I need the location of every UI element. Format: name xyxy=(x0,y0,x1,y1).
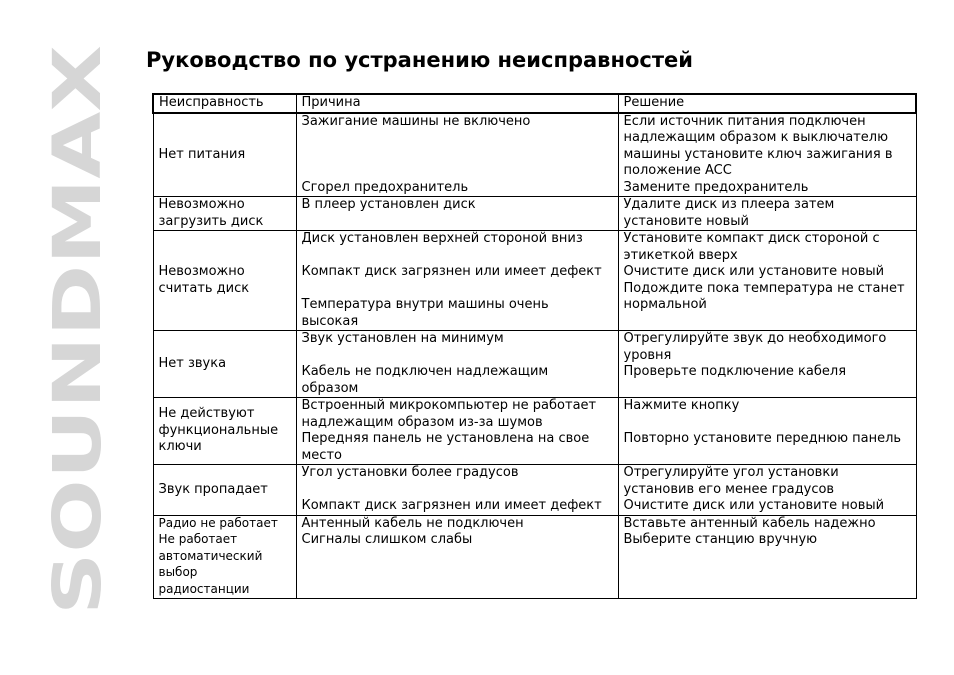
solution-line: Очистите диск или установите новый xyxy=(623,498,885,513)
soundmax-logo xyxy=(39,40,116,615)
solution-line: положение ACC xyxy=(623,163,732,178)
header-cause: Причина xyxy=(296,94,618,113)
solution-line: Отрегулируйте угол установки xyxy=(623,465,839,480)
table-row xyxy=(153,331,916,398)
cause-line xyxy=(302,248,613,265)
table-row xyxy=(153,197,916,231)
problem-line: Нет питания xyxy=(158,146,246,162)
solution-line: Удалите диск из плеера затем xyxy=(623,197,835,212)
header-problem: Неисправность xyxy=(153,94,296,113)
cause-cell xyxy=(296,331,618,398)
solution-cell xyxy=(618,515,916,599)
solution-line: Повторно установите переднюю панель xyxy=(623,431,902,446)
header-solution: Решение xyxy=(618,94,916,113)
problem-line: Радио не работает xyxy=(158,515,278,530)
page-title: Руководство по устранению неисправностей xyxy=(146,48,693,72)
table-row xyxy=(153,465,916,516)
problem-line: ключи xyxy=(158,439,202,455)
solution-line: Выберите станцию вручную xyxy=(623,532,818,547)
cause-line xyxy=(302,348,613,365)
problem-line: выбор xyxy=(158,565,198,579)
cause-line xyxy=(302,281,613,298)
solution-cell xyxy=(618,113,916,197)
cause-cell xyxy=(296,515,618,599)
solution-cell xyxy=(618,465,916,516)
cause-line xyxy=(302,147,613,164)
solution-line: Нажмите кнопку xyxy=(623,398,740,413)
cause-cell xyxy=(296,465,618,516)
cause-line xyxy=(302,482,613,499)
problem-cell xyxy=(153,331,296,398)
solution-line: Вставьте антенный кабель надежно xyxy=(623,515,876,531)
cause-line: надлежащим образом из-за шумов xyxy=(301,414,543,430)
cause-line xyxy=(302,130,613,147)
problem-line: радиостанции xyxy=(158,581,250,596)
problem-cell xyxy=(153,398,296,465)
cause-line: Встроенный микрокомпьютер не работает xyxy=(301,398,597,413)
solution-cell xyxy=(618,331,916,398)
table-row xyxy=(153,398,916,465)
solution-line: Установите компакт диск стороной с xyxy=(623,231,880,246)
cause-cell xyxy=(296,398,618,465)
cause-line: Зажигание машины не включено xyxy=(301,113,531,129)
solution-line: Замените предохранитель xyxy=(623,179,809,195)
cause-cell xyxy=(296,197,618,231)
solution-line: Если источник питания подключен xyxy=(623,113,866,129)
problem-line: Нет звука xyxy=(158,355,227,371)
cause-line: Сгорел предохранитель xyxy=(301,179,469,195)
solution-line: машины установите ключ зажигания в xyxy=(623,146,893,162)
solution-line xyxy=(624,415,911,432)
cause-line: Сигналы слишком слабы xyxy=(301,532,473,547)
problem-cell xyxy=(153,113,296,197)
solution-cell xyxy=(618,231,916,331)
soundmax-logo-text: SOUNDMAX xyxy=(39,180,116,615)
solution-line: Отрегулируйте звук до необходимого xyxy=(623,331,887,346)
cause-line xyxy=(302,163,613,180)
cause-line: Компакт диск загрязнен или имеет дефект xyxy=(301,498,602,513)
problem-line: Невозможно xyxy=(158,264,245,279)
cause-line: Антенный кабель не подключен xyxy=(301,515,524,531)
cause-line: В плеер установлен диск xyxy=(301,197,476,212)
table-row xyxy=(153,231,916,331)
solution-line: Очистите диск или установите новый xyxy=(623,264,885,279)
cause-line: Передняя панель не установлена на свое xyxy=(301,431,590,446)
problem-line: автоматический xyxy=(158,548,263,563)
problem-cell xyxy=(153,197,296,231)
solution-line: этикеткой вверх xyxy=(623,247,738,263)
problem-line: Не работает xyxy=(158,532,238,546)
problem-cell xyxy=(153,515,296,599)
problem-line: Не действуют xyxy=(158,406,255,422)
cause-line: Кабель не подключен надлежащим xyxy=(301,364,549,379)
problem-line: функциональные xyxy=(158,422,279,438)
cause-line: образом xyxy=(301,380,359,396)
solution-line: установив его менее градусов xyxy=(623,481,835,497)
table-row xyxy=(153,113,916,197)
table-header-row xyxy=(153,94,916,113)
solution-line: Подождите пока температура не станет xyxy=(623,280,905,296)
cause-line: Температура внутри машины очень xyxy=(301,297,549,312)
solution-line: Проверьте подключение кабеля xyxy=(623,364,847,379)
solution-line: нормальной xyxy=(623,297,707,312)
cause-line: Диск установлен верхней стороной вниз xyxy=(301,231,583,246)
solution-line: установите новый xyxy=(623,213,749,229)
cause-line: Звук установлен на минимум xyxy=(301,331,504,346)
solution-line: уровня xyxy=(623,347,672,363)
problem-line: Невозможно xyxy=(158,197,245,212)
problem-cell xyxy=(153,465,296,516)
problem-line: считать диск xyxy=(158,280,250,296)
cause-line: место xyxy=(301,447,342,463)
problem-line: загрузить диск xyxy=(158,213,264,229)
solution-cell xyxy=(618,197,916,231)
troubleshooting-table xyxy=(152,93,917,599)
problem-line: Звук пропадает xyxy=(158,481,268,497)
cause-cell xyxy=(296,113,618,197)
solution-cell xyxy=(618,398,916,465)
cause-line: Угол установки более градусов xyxy=(301,465,519,480)
cause-line: Компакт диск загрязнен или имеет дефект xyxy=(301,264,602,279)
problem-cell xyxy=(153,231,296,331)
solution-line: надлежащим образом к выключателю xyxy=(623,130,889,145)
table-row xyxy=(153,515,916,599)
cause-line: высокая xyxy=(301,313,359,329)
cause-cell xyxy=(296,231,618,331)
